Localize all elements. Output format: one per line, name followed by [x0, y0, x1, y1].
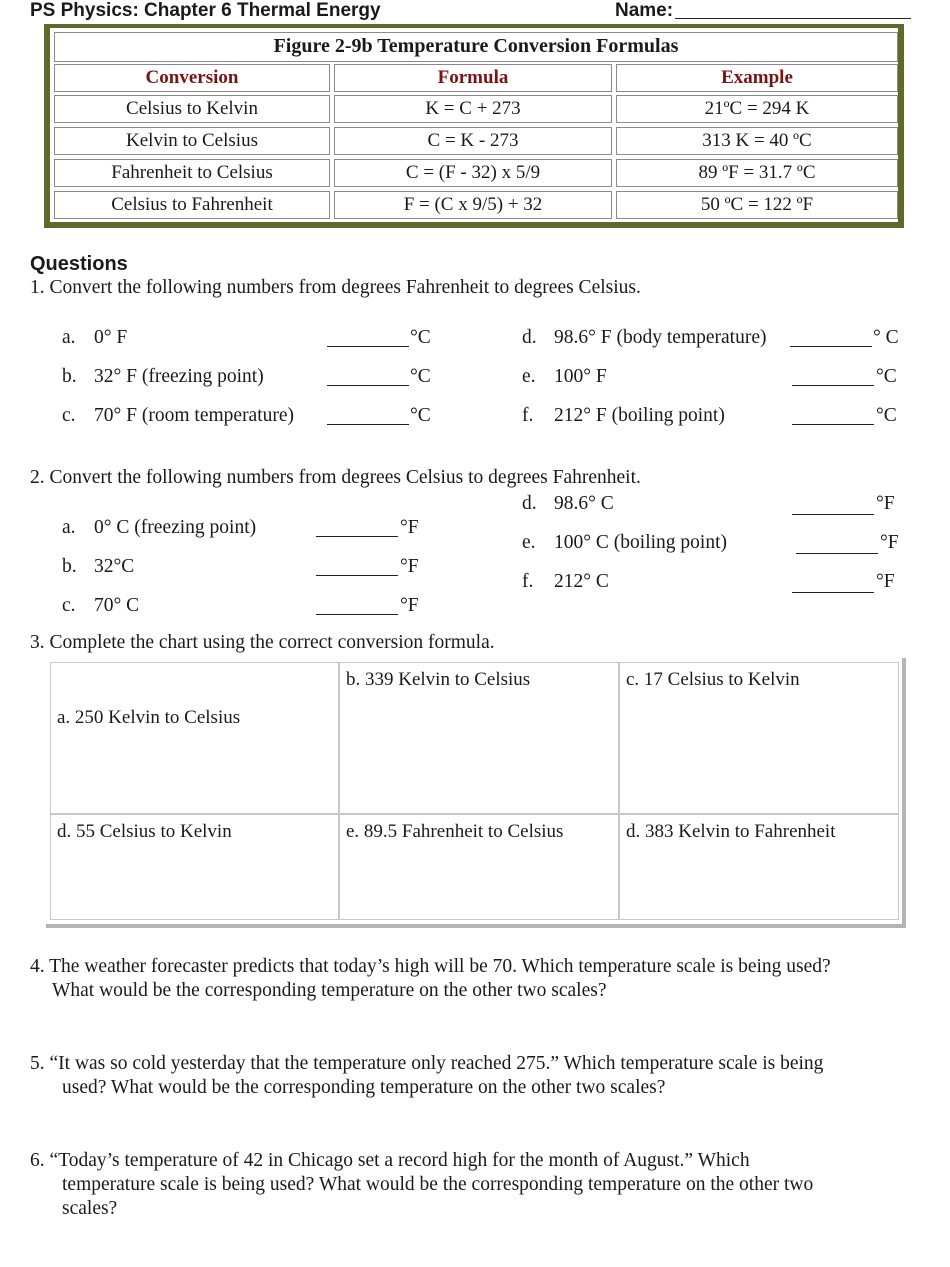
table-cell: 21ºC = 294 K [616, 95, 898, 123]
answer-blank[interactable] [327, 424, 409, 425]
table-cell: 313 K = 40 ºC [616, 127, 898, 155]
question-5-line: used? What would be the corresponding temperature on the other two scales? [62, 1077, 666, 1098]
question-3-prompt: 3. Complete the chart using the correct conversion formula. [30, 632, 495, 653]
column-header-formula: Formula [334, 64, 612, 92]
chart-cell[interactable]: e. 89.5 Fahrenheit to Celsius [339, 814, 619, 920]
conversion-chart [46, 658, 906, 928]
table-cell: 89 ºF = 31.7 ºC [616, 159, 898, 187]
q1-item-letter: d. [522, 327, 537, 348]
unit-label: °F [400, 517, 419, 538]
unit-label: °C [410, 327, 431, 348]
answer-blank[interactable] [796, 553, 878, 554]
q2-item-text: 0° C (freezing point) [94, 517, 257, 538]
q1-item-text: 100° F [554, 366, 607, 387]
answer-blank[interactable] [792, 592, 874, 593]
q2-item-text: 212° C [554, 571, 609, 592]
answer-blank[interactable] [792, 424, 874, 425]
chart-cell[interactable]: c. 17 Celsius to Kelvin [619, 662, 899, 814]
conversion-formulas-table [44, 24, 904, 228]
column-header-example: Example [616, 64, 898, 92]
question-2-prompt: 2. Convert the following numbers from degrees Celsius to degrees Fahrenheit. [30, 467, 641, 488]
q2-item-text: 70° C [94, 595, 140, 616]
questions-heading: Questions [30, 253, 128, 275]
chart-cell[interactable]: b. 339 Kelvin to Celsius [339, 662, 619, 814]
unit-label: °C [410, 405, 431, 426]
answer-blank[interactable] [316, 614, 398, 615]
answer-blank[interactable] [316, 536, 398, 537]
name-field[interactable] [675, 18, 911, 19]
q1-item-text: 70° F (room temperature) [94, 405, 295, 426]
q2-item-letter: c. [62, 595, 76, 616]
unit-label: °F [400, 595, 419, 616]
unit-label: °F [400, 556, 419, 577]
question-6-line: temperature scale is being used? What would be the corresponding temperature on the other two [62, 1174, 814, 1195]
table-cell: Kelvin to Celsius [54, 127, 330, 155]
unit-label: °C [410, 366, 431, 387]
q1-item-text: 0° F [94, 327, 128, 348]
table-cell: C = K - 273 [334, 127, 612, 155]
unit-label: °C [876, 366, 897, 387]
name-label: Name: [615, 0, 674, 21]
column-header-conversion: Conversion [54, 64, 330, 92]
question-6-line: 6. “Today’s temperature of 42 in Chicago set a record high for the month of August.” Which [30, 1150, 750, 1171]
question-1-prompt: 1. Convert the following numbers from degrees Fahrenheit to degrees Celsius. [30, 277, 641, 298]
chart-cell[interactable]: d. 55 Celsius to Kelvin [50, 814, 339, 920]
table-cell: F = (C x 9/5) + 32 [334, 191, 612, 219]
q1-item-text: 212° F (boiling point) [554, 405, 725, 426]
answer-blank[interactable] [327, 346, 409, 347]
q1-item-letter: e. [522, 366, 536, 387]
chart-cell[interactable]: a. 250 Kelvin to Celsius [50, 662, 339, 814]
question-4-line: What would be the corresponding temperature on the other two scales? [52, 980, 607, 1001]
q2-item-letter: f. [522, 571, 534, 592]
question-4-line: 4. The weather forecaster predicts that today’s high will be 70. Which temperature scale is being used? [30, 956, 831, 977]
q1-item-text: 98.6° F (body temperature) [554, 327, 767, 348]
unit-label: °F [876, 493, 895, 514]
table-cell: K = C + 273 [334, 95, 612, 123]
unit-label: °C [876, 405, 897, 426]
q2-item-letter: e. [522, 532, 536, 553]
q2-item-text: 98.6° C [554, 493, 614, 514]
unit-label: °F [880, 532, 899, 553]
table-cell: Fahrenheit to Celsius [54, 159, 330, 187]
table-cell: C = (F - 32) x 5/9 [334, 159, 612, 187]
q1-item-letter: b. [62, 366, 77, 387]
table-cell: Celsius to Kelvin [54, 95, 330, 123]
table-cell: Celsius to Fahrenheit [54, 191, 330, 219]
q2-item-letter: d. [522, 493, 537, 514]
q2-item-text: 32°C [94, 556, 135, 577]
answer-blank[interactable] [327, 385, 409, 386]
answer-blank[interactable] [790, 346, 872, 347]
question-5-line: 5. “It was so cold yesterday that the temperature only reached 275.” Which temperature scale is being [30, 1053, 824, 1074]
table-caption: Figure 2-9b Temperature Conversion Formulas [54, 32, 898, 62]
answer-blank[interactable] [792, 514, 874, 515]
answer-blank[interactable] [792, 385, 874, 386]
unit-label: ° C [873, 327, 899, 348]
q1-item-letter: a. [62, 327, 76, 348]
unit-label: °F [876, 571, 895, 592]
q2-item-letter: a. [62, 517, 76, 538]
table-cell: 50 ºC = 122 ºF [616, 191, 898, 219]
worksheet-title: PS Physics: Chapter 6 Thermal Energy [30, 0, 381, 21]
q1-item-text: 32° F (freezing point) [94, 366, 264, 387]
q1-item-letter: f. [522, 405, 534, 426]
q1-item-letter: c. [62, 405, 76, 426]
question-6-line: scales? [62, 1198, 118, 1219]
q2-item-letter: b. [62, 556, 77, 577]
chart-cell[interactable]: d. 383 Kelvin to Fahrenheit [619, 814, 899, 920]
answer-blank[interactable] [316, 575, 398, 576]
q2-item-text: 100° C (boiling point) [554, 532, 728, 553]
